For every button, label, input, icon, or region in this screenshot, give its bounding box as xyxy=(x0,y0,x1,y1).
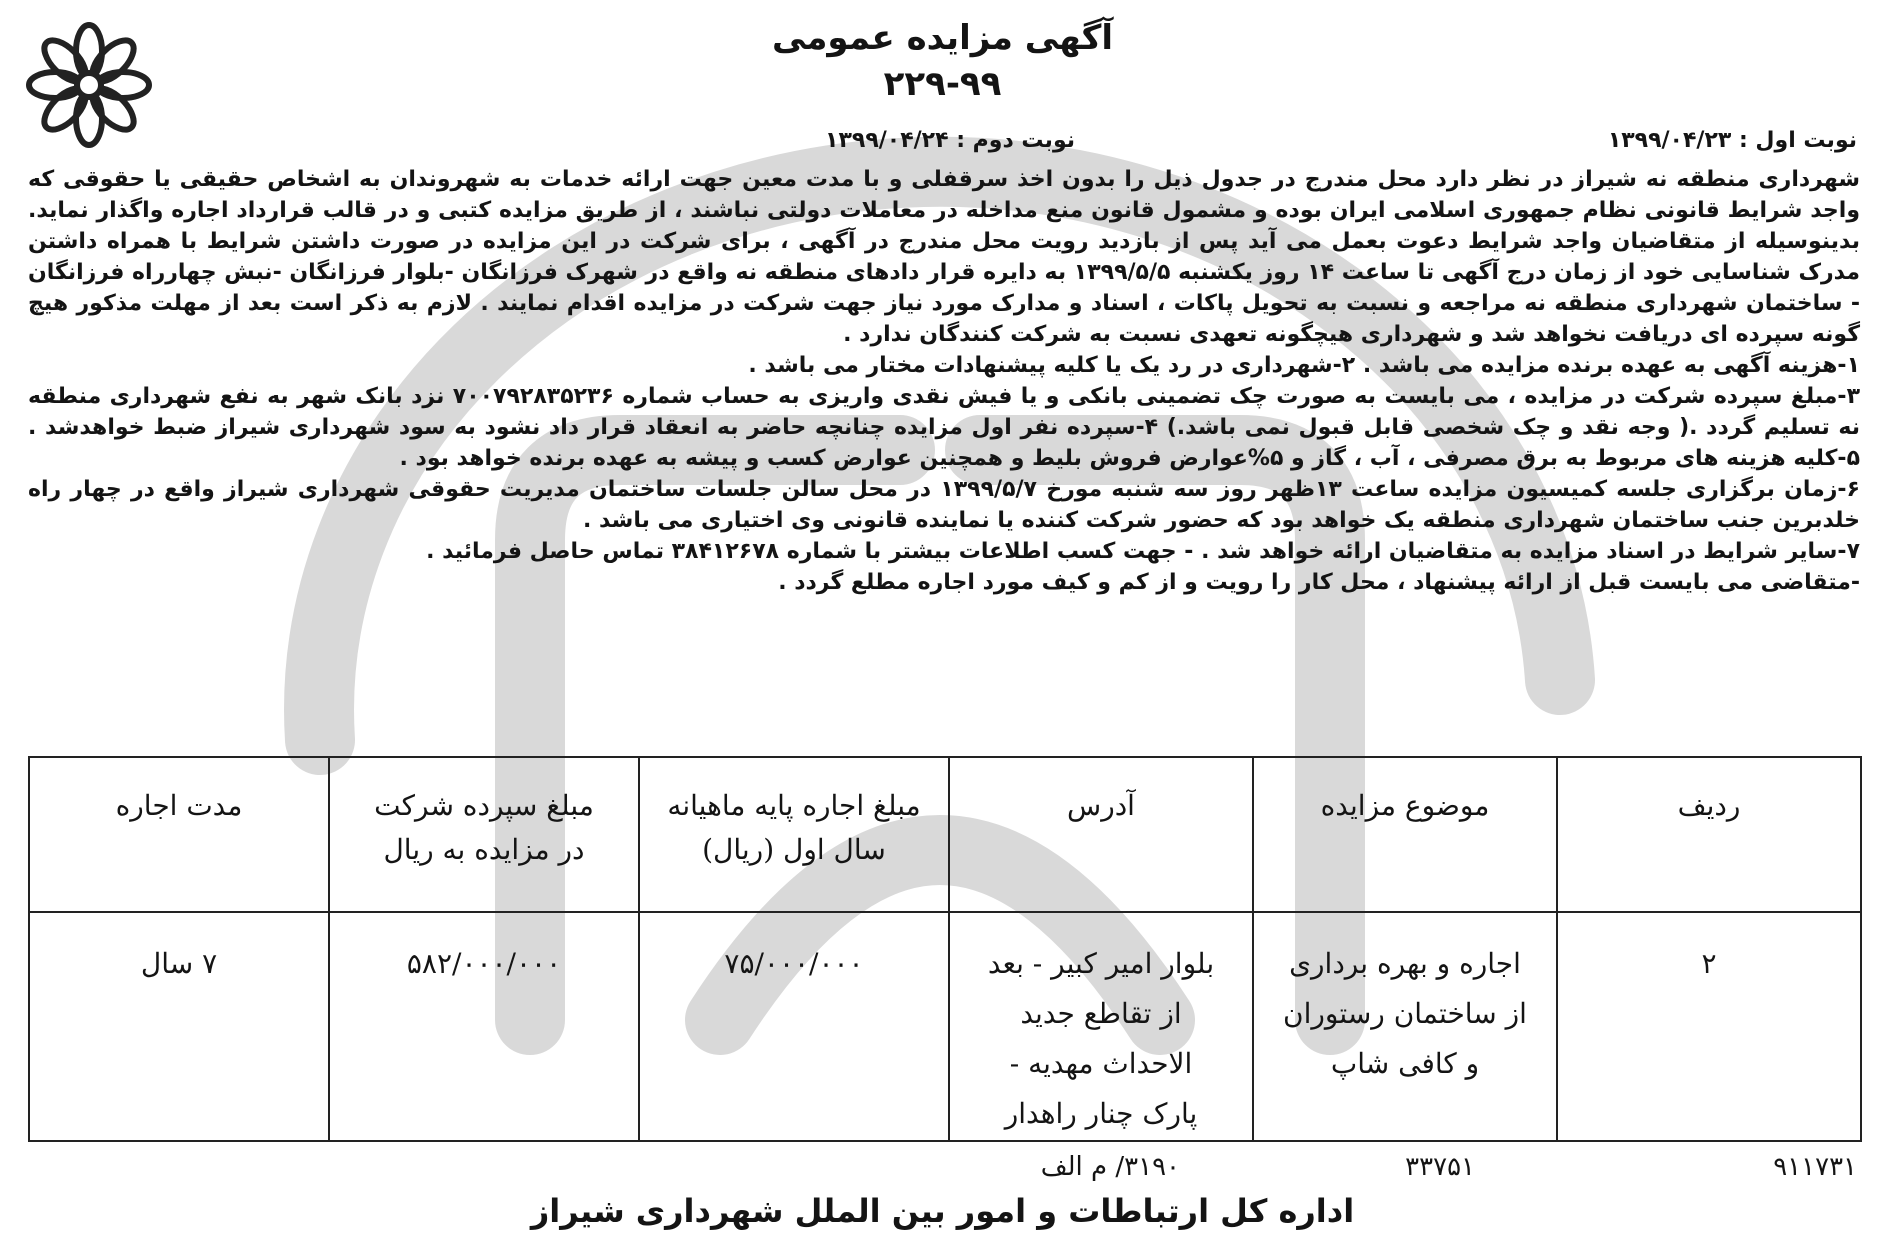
col-header-deposit: مبلغ سپرده شرکت در مزایده به ریال xyxy=(329,757,639,912)
conditions-1-2: ۱-هزینه آگهی به عهده برنده مزایده می باشد . ۲-شهرداری در رد یک یا کلیه پیشنهادات مختار می باشد . xyxy=(748,353,1860,378)
col-header-index: ردیف xyxy=(1557,757,1861,912)
col-header-subject: موضوع مزایده xyxy=(1253,757,1557,912)
condition-7: ۷-سایر شرایط در اسناد مزایده به متقاضیان ارائه خواهد شد . - جهت کسب اطلاعات بیشتر با شماره ۳۸۴۱۲۶۷۸ تماس حاصل فرمائید . xyxy=(426,539,1860,564)
col-header-rent: مبلغ اجاره پایه ماهیانه سال اول (ریال) xyxy=(639,757,949,912)
auction-table xyxy=(28,756,1862,1142)
notice-number: ۲۲۹-۹۹ xyxy=(883,64,1002,104)
intro-paragraph: شهرداری منطقه نه شیراز در نظر دارد محل مندرج در جدول ذیل را بدون اخذ سرقفلی و با مدت معین جهت ارائه خدمات به شهروندان به اشخاص حقیقی یا حقوقی که واجد شرایط قانونی نظام جمهوری اسلامی ایران بوده و مشمول قانون منع مداخله در معاملات دولتی نباشند ، از طریق مزایده کتبی و در قالب قرارداد اجاره واگذار نماید. بدینوسیله از متقاضیان واجد شرایط دعوت بعمل می آید پس از بازدید رویت محل مندرج در آگهی ، برای شرکت در این مزایده در صورت داشتن شرایط با همراه داشتن مدرک شناسایی خود از زمان درج آگهی تا ساعت ۱۴ روز یکشنبه ۱۳۹۹/۵/۵ به دایره قرار دادهای منطقه نه واقع در شهرک فرزانگان -بلوار فرزانگان -نبش چهارراه فرزانگان - ساختمان شهرداری منطقه نه مراجعه و نسبت به تحویل پاکات ، اسناد و مدارک مورد نیاز جهت شرکت در مزایده اقدام نمایند . لازم به ذکر است بعد از مهلت مذکور هیچ گونه سپرده ای دریافت نخواهد شد و شهرداری هیچگونه تعهدی نسبت به شرکت کنندگان ندارد . xyxy=(28,167,1860,347)
cell-address: بلوار امیر کبیر - بعد از تقاطع جدید الاحداث مهدیه - پارک چنار راهدار xyxy=(949,912,1253,1141)
conditions-3-5: ۳-مبلغ سپرده شرکت در مزایده ، می بایست به صورت چک تضمینی بانکی و یا فیش نقدی واریزی به حساب شماره ۷۰۰۷۹۲۸۳۵۲۳۶ نزد بانک شهر به نفع شهرداری منطقه نه تسلیم گردد .( وجه نقد و چک شخصی قابل قبول نمی باشد.) ۴-سپرده نفر اول مزایده چنانچه حاضر به انعقاد قرار داد نشود به سود شهرداری شیراز ضبط خواهدشد . ۵-کلیه هزینه های مربوط به برق مصرفی ، آب ، گاز و ۵%عوارض فروش بلیط و همچنین عوارض کسب و پیشه به عهده برنده خواهد بود . xyxy=(28,384,1860,471)
condition-6: ۶-زمان برگزاری جلسه کمیسیون مزایده ساعت ۱۳ظهر روز سه شنبه مورخ ۱۳۹۹/۵/۷ در محل سالن جلسات ساختمان مدیریت حقوقی شهرداری شیراز واقع در چهار راه خلدبرین جنب ساختمان شهرداری منطقه یک خواهد بود که حضور شرکت کننده یا نماینده قانونی وی اختیاری می باشد . xyxy=(28,477,1860,533)
first-round-date: نوبت اول : ۱۳۹۹/۰۴/۲۳ xyxy=(1607,128,1857,153)
col-header-address: آدرس xyxy=(949,757,1253,912)
table-header-row xyxy=(29,757,1861,912)
cell-subject: اجاره و بهره برداری از ساختمان رستوران و کافی شاپ xyxy=(1253,912,1557,1141)
table-row xyxy=(29,912,1861,1141)
cell-duration: ۷ سال xyxy=(29,912,329,1141)
notice-body xyxy=(28,164,1860,598)
second-round-date: نوبت دوم : ۱۳۹۹/۰۴/۲۴ xyxy=(825,128,1075,153)
cell-rent: ۷۵/۰۰۰/۰۰۰ xyxy=(639,912,949,1141)
condition-8: -متقاضی می بایست قبل از ارائه پیشنهاد ، محل کار را رویت و از کم و کیف مورد اجاره مطلع گردد . xyxy=(778,570,1860,595)
issuer-name: اداره کل ارتباطات و امور بین الملل شهرداری شیراز xyxy=(530,1192,1355,1230)
footer-code-right: ۹۱۱۷۳۱ xyxy=(1773,1152,1857,1182)
footer-code-left: ۳۱۹۰/ م الف xyxy=(1040,1152,1180,1182)
col-header-duration: مدت اجاره xyxy=(29,757,329,912)
cell-deposit: ۵۸۲/۰۰۰/۰۰۰ xyxy=(329,912,639,1141)
notice-title: آگهی مزایده عمومی xyxy=(771,18,1114,58)
cell-index: ۲ xyxy=(1557,912,1861,1141)
footer-code-middle: ۳۳۷۵۱ xyxy=(1405,1152,1475,1182)
